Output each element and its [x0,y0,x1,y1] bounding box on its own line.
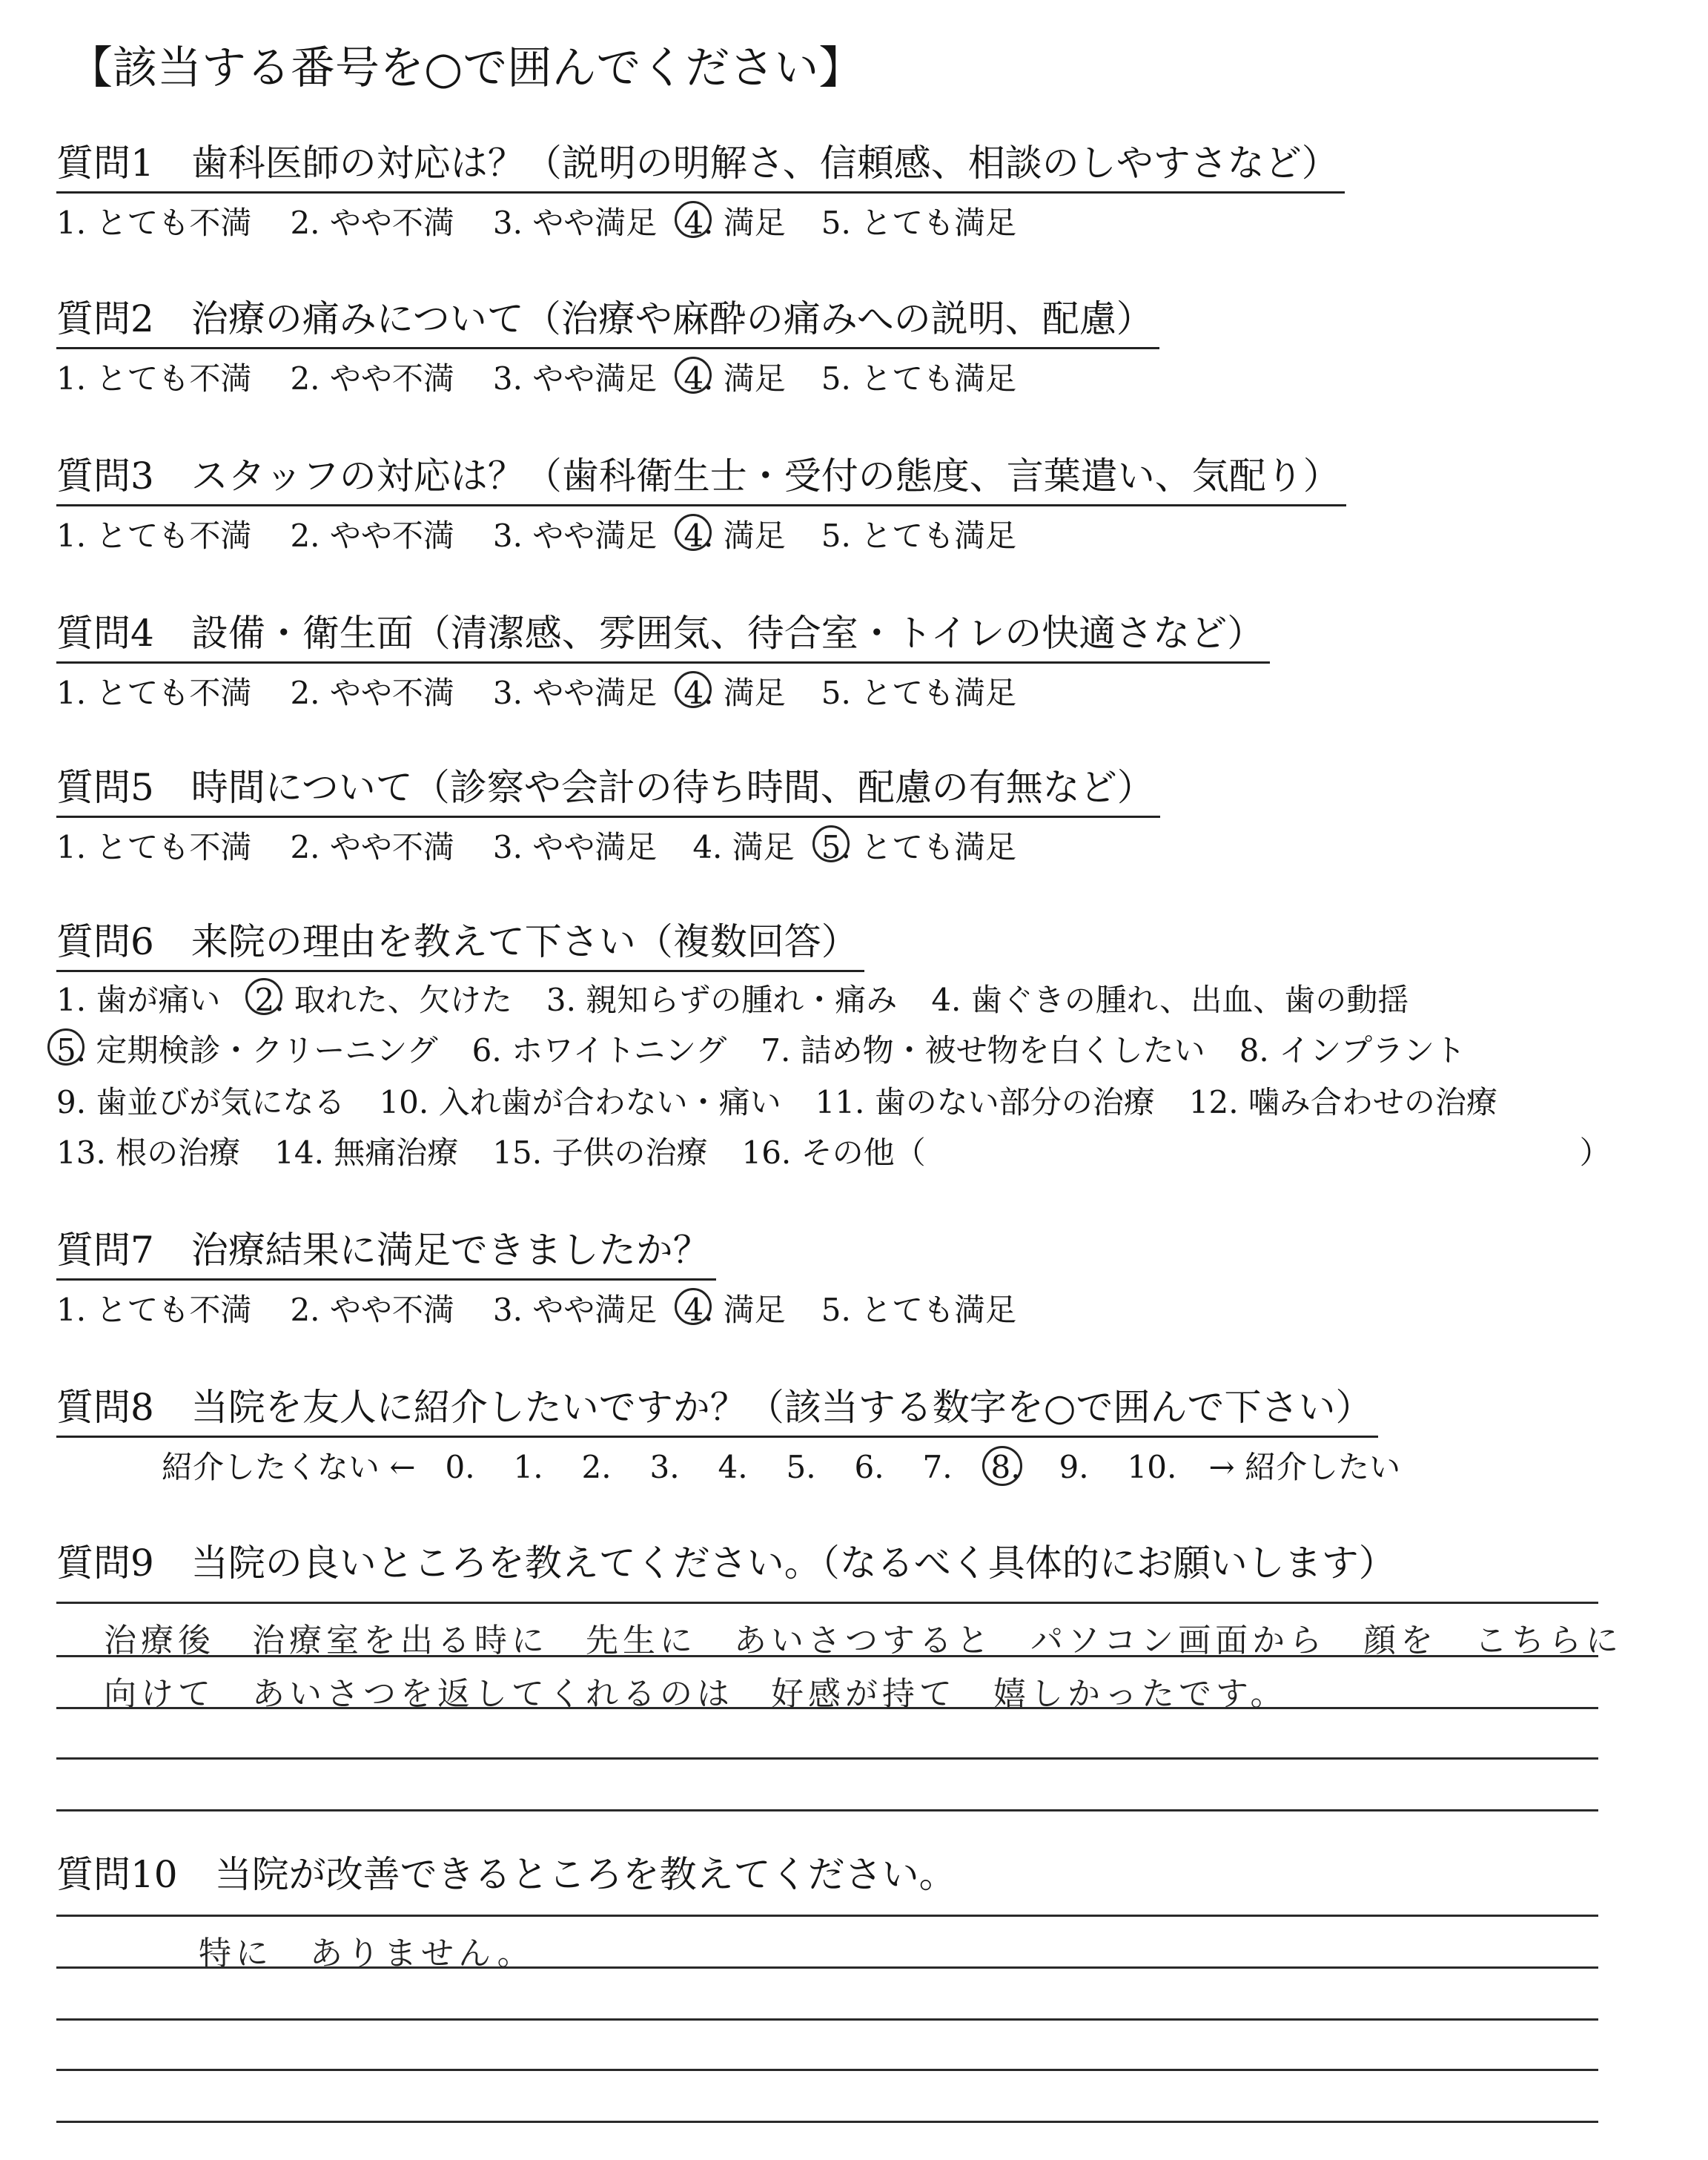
answer-line [56,1915,1598,1917]
reason-12[interactable]: 12. 噛み合わせの治療 [1188,1084,1497,1120]
question-2-options[interactable] [56,354,1016,399]
question-5-options[interactable] [56,823,1016,868]
question-2-title: 質問2 治療の痛みについて（治療や麻酔の痛みへの説明、配慮） [56,291,1159,349]
option-2[interactable]: 2. やや不満 [290,675,454,711]
question-8 [56,1379,1378,1438]
option-5[interactable]: 5. とても満足 [821,1292,1017,1328]
handwritten-answer-line-2[interactable]: 向けて あいさつを返してくれるのは 好感が持て 嬉しかったです。 [104,1675,1288,1713]
reason-5-selected[interactable]: 5. 定期検診・クリーニング [56,1026,438,1071]
answer-line [56,2121,1598,2123]
reason-11[interactable]: 11. 歯のない部分の治療 [815,1084,1155,1120]
scale-right-label: → 紹介したい [1208,1449,1401,1485]
question-6 [56,914,864,972]
option-5[interactable]: 5. とても満足 [821,205,1017,241]
option-1[interactable]: 1. とても不満 [56,1292,252,1328]
option-1[interactable]: 1. とても不満 [56,360,252,397]
scale-2[interactable]: 2. [581,1449,612,1485]
question-7-title: 質問7 治療結果に満足できましたか？ [56,1222,716,1281]
answer-line [56,2069,1598,2071]
question-6-row-1[interactable] [56,976,1443,1020]
option-3[interactable]: 3. やや満足 [492,360,658,397]
reason-4[interactable]: 4. 歯ぐきの腫れ、出血、歯の動揺 [931,982,1409,1018]
option-4-selected[interactable]: 4. 満足 [683,1286,785,1330]
answer-line [56,1809,1598,1811]
option-2[interactable]: 2. やや不満 [290,205,454,241]
question-4 [56,605,1270,664]
option-2[interactable]: 2. やや不満 [290,360,454,397]
scale-0[interactable]: 0. [445,1449,475,1485]
option-1[interactable]: 1. とても不満 [56,518,252,554]
handwritten-answer-line-1[interactable]: 治療後 治療室を出る時に 先生に あいさつすると パソコン画面から 顔を こちらに [104,1622,1623,1659]
option-5-selected[interactable]: 5. とても満足 [821,823,1016,868]
scale-6[interactable]: 6. [854,1449,884,1485]
option-3[interactable]: 3. やや満足 [492,205,658,241]
scale-9[interactable]: 9. [1059,1449,1089,1485]
answer-line [56,1655,1598,1657]
scale-8-selected[interactable]: 8. [991,1449,1059,1485]
question-4-title: 質問4 設備・衛生面（清潔感、雰囲気、待合室・トイレの快適さなど） [56,605,1270,664]
question-4-options[interactable] [56,669,1016,713]
option-2[interactable]: 2. やや不満 [290,829,454,865]
answer-line [56,2018,1598,2021]
question-7 [56,1222,716,1281]
question-1-title: 質問1 歯科医師の対応は？（説明の明解さ、信頼感、相談のしやすさなど） [56,135,1345,194]
reason-7[interactable]: 7. 詰め物・被せ物を白くしたい [761,1032,1205,1069]
question-3 [56,448,1346,506]
option-3[interactable]: 3. やや満足 [492,518,658,554]
reason-15[interactable]: 15. 子供の治療 [492,1135,708,1171]
scale-3[interactable]: 3. [649,1449,680,1485]
question-2 [56,291,1159,349]
question-5-title: 質問5 時間について（診察や会計の待ち時間、配慮の有無など） [56,759,1160,818]
scale-7[interactable]: 7. [922,1449,953,1485]
reason-3[interactable]: 3. 親知らずの腫れ・痛み [546,982,898,1018]
handwritten-answer-q10[interactable]: 特に ありません。 [199,1935,534,1972]
scale-4[interactable]: 4. [718,1449,748,1485]
question-1-options[interactable] [56,199,1016,243]
option-3[interactable]: 3. やや満足 [492,1292,658,1328]
question-6-row-4[interactable] [56,1129,1645,1173]
reason-16-other[interactable]: 16. その他（ ） [741,1135,1611,1171]
recommend-scale[interactable] [162,1443,1400,1487]
question-6-title: 質問6 来院の理由を教えて下さい（複数回答） [56,914,864,972]
option-5[interactable]: 5. とても満足 [821,518,1017,554]
option-5[interactable]: 5. とても満足 [821,675,1017,711]
question-9-title: 質問9 当院の良いところを教えてください。（なるべく具体的にお願いします） [56,1542,1396,1585]
option-4-selected[interactable]: 4. 満足 [683,669,785,713]
answer-line [56,1757,1598,1760]
option-4-selected[interactable]: 4. 満足 [683,512,785,556]
reason-14[interactable]: 14. 無痛治療 [274,1135,459,1171]
option-3[interactable]: 3. やや満足 [492,675,658,711]
option-4[interactable]: 4. 満足 [692,829,795,865]
reason-9[interactable]: 9. 歯並びが気になる [56,1084,345,1120]
answer-line [56,1602,1598,1604]
reason-2-selected[interactable]: 2. 取れた、欠けた [254,976,512,1020]
option-3[interactable]: 3. やや満足 [492,829,658,865]
question-10 [56,1846,956,1903]
scale-left-label: 紹介したくない ← [162,1449,416,1485]
scale-10[interactable]: 10. [1127,1449,1177,1485]
question-7-options[interactable] [56,1286,1016,1330]
option-1[interactable]: 1. とても不満 [56,829,252,865]
reason-6[interactable]: 6. ホワイトニング [471,1032,727,1069]
question-1 [56,135,1345,194]
question-6-row-2[interactable] [56,1026,1500,1071]
answer-line [56,1966,1598,1969]
option-4-selected[interactable]: 4. 満足 [683,199,785,243]
reason-1[interactable]: 1. 歯が痛い [56,982,221,1018]
option-1[interactable]: 1. とても不満 [56,205,252,241]
option-5[interactable]: 5. とても満足 [821,360,1017,397]
option-4-selected[interactable]: 4. 満足 [683,354,785,399]
form-header: 【該当する番号を○で囲んでください】 [68,42,864,94]
option-2[interactable]: 2. やや不満 [290,1292,454,1328]
question-10-title: 質問10 当院が改善できるところを教えてください。 [56,1853,956,1896]
question-5 [56,759,1160,818]
question-8-title: 質問8 当院を友人に紹介したいですか？（該当する数字を○で囲んで下さい） [56,1379,1378,1438]
scale-1[interactable]: 1. [513,1449,543,1485]
question-6-row-3[interactable] [56,1078,1532,1123]
option-1[interactable]: 1. とても不満 [56,675,252,711]
scale-5[interactable]: 5. [786,1449,816,1485]
reason-10[interactable]: 10. 入れ歯が合わない・痛い [379,1084,781,1120]
option-2[interactable]: 2. やや不満 [290,518,454,554]
question-3-options[interactable] [56,512,1016,556]
question-3-title: 質問3 スタッフの対応は？（歯科衛生士・受付の態度、言葉遣い、気配り） [56,448,1346,506]
answer-line [56,1707,1598,1709]
reason-13[interactable]: 13. 根の治療 [56,1135,241,1171]
question-9 [56,1535,1396,1591]
reason-8[interactable]: 8. インプラント [1239,1032,1466,1069]
